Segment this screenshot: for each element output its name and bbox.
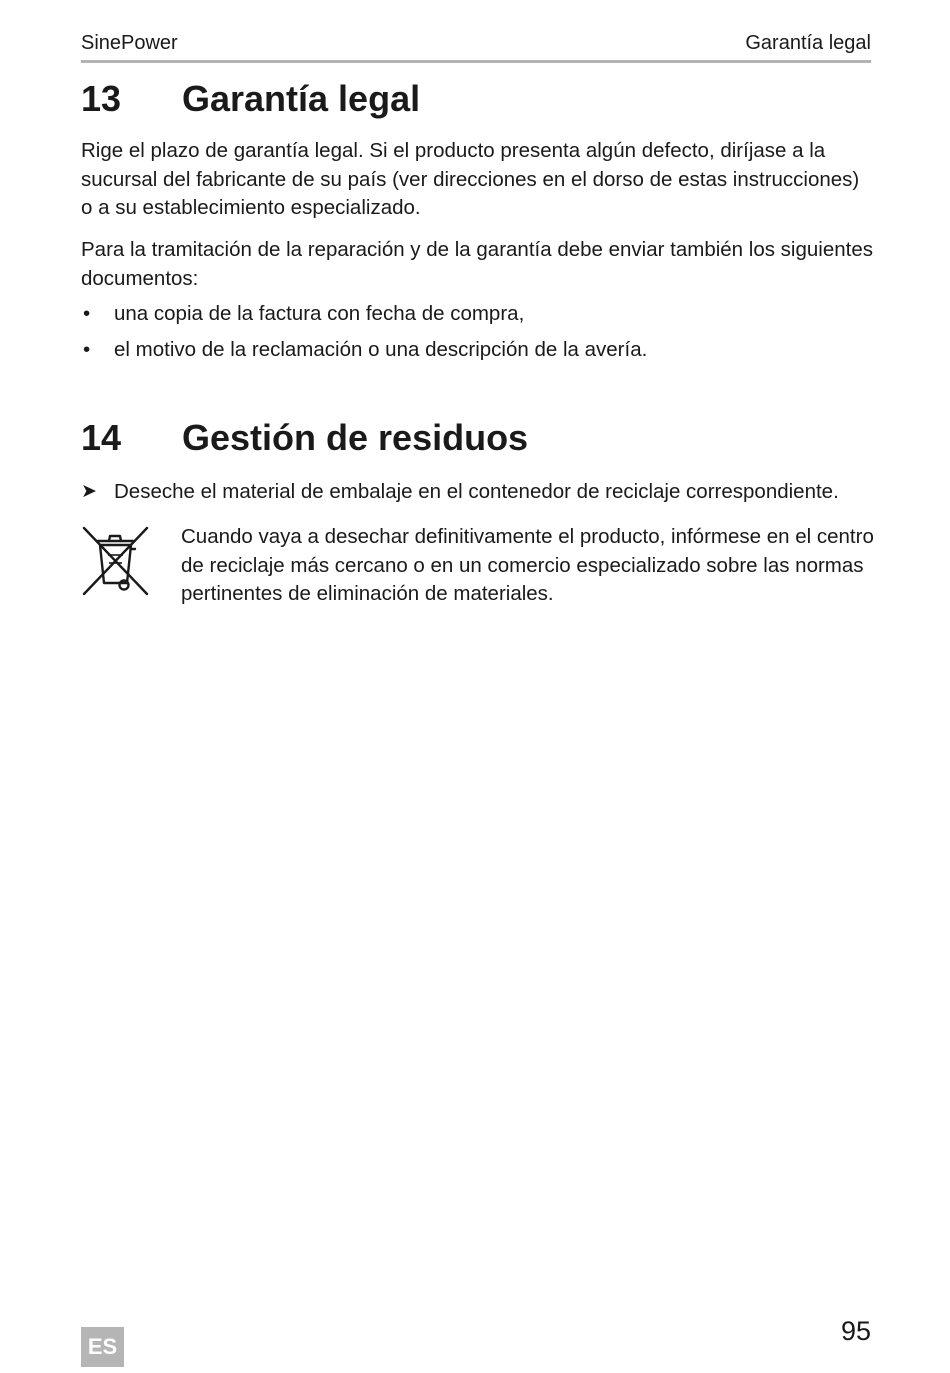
- crossed-out-wheelie-bin-icon: [81, 525, 151, 597]
- page-header: [81, 30, 871, 60]
- bullet-marker: •: [83, 302, 91, 325]
- page-number: 95: [840, 1316, 871, 1346]
- section-13-number: 13: [81, 78, 122, 119]
- warranty-paragraph: Rige el plazo de garantía legal. Si el producto presenta algún defecto, diríjase a la sucursal del fabricante de su país (ver direcciones en el dorso de estas instrucciones) o a su establecimiento especializado.: [81, 139, 860, 219]
- arrow-icon: ➤: [81, 481, 97, 502]
- list-item-text: el motivo de la reclamación o una descripción de la avería.: [114, 338, 648, 361]
- section-14-title: Gestión de residuos: [182, 417, 529, 458]
- header-divider: [81, 60, 871, 63]
- disposal-note: Cuando vaya a desechar definitivamente el producto, infórmese en el centro de reciclaje más cercano o en un comercio especializado sobre las normas pertinentes de eliminación de materiales.: [181, 525, 874, 605]
- section-14-number: 14: [81, 417, 122, 458]
- instruction-text: Deseche el material de embalaje en el contenedor de reciclaje correspondiente.: [114, 480, 839, 503]
- section-13-title: Garantía legal: [182, 78, 421, 119]
- header-section-name: Garantía legal: [745, 32, 871, 54]
- bullet-marker: •: [83, 338, 91, 361]
- language-badge: ES: [81, 1327, 124, 1367]
- header-product-name: SinePower: [81, 32, 178, 54]
- documents-intro-paragraph: Para la tramitación de la reparación y de la garantía debe enviar también los siguientes documentos:: [81, 238, 873, 290]
- list-item-text: una copia de la factura con fecha de compra,: [114, 302, 525, 325]
